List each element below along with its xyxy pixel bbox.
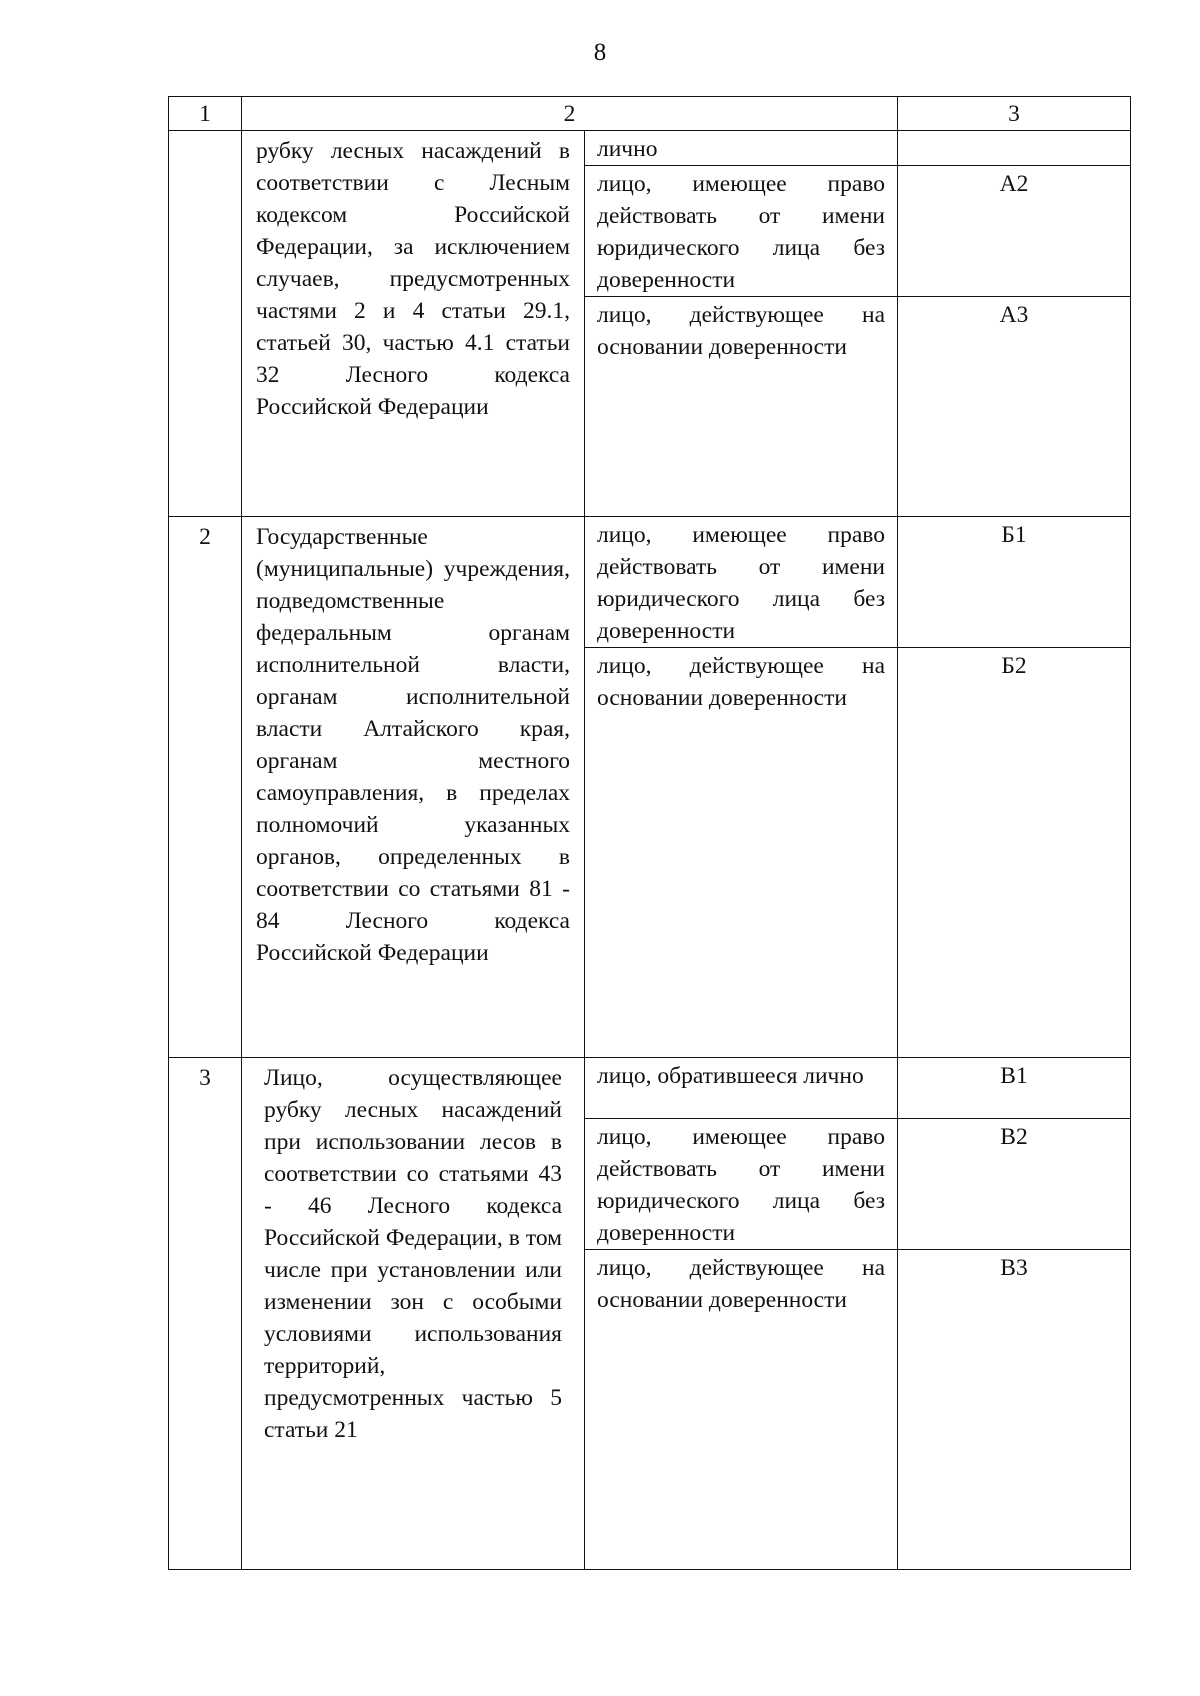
applicant-type: лицо, имеющее право действовать от имени юридического лица без доверенности bbox=[585, 166, 898, 297]
header-col-2: 2 bbox=[242, 97, 898, 131]
table-row bbox=[169, 517, 1131, 648]
applicant-code: Б2 bbox=[898, 648, 1131, 1058]
applicant-code: В3 bbox=[898, 1250, 1131, 1570]
applicant-type: лицо, действующее на основании доверенности bbox=[585, 1250, 898, 1570]
row-number: 2 bbox=[169, 517, 242, 1058]
applicant-type: лицо, имеющее право действовать от имени юридического лица без доверенности bbox=[585, 1119, 898, 1250]
page-number: 8 bbox=[593, 39, 607, 66]
header-col-3: 3 bbox=[898, 97, 1131, 131]
applicant-code bbox=[898, 131, 1131, 166]
applicant-type: лицо, обратившееся лично bbox=[585, 1058, 898, 1119]
applicant-code: А2 bbox=[898, 166, 1131, 297]
applicant-code: В2 bbox=[898, 1119, 1131, 1250]
table-row bbox=[169, 131, 1131, 166]
category-description-text: Лицо, осуществляющее рубку лесных насаждений при использовании лесов в соответствии со статьями 43 - 46 Лесного кодекса Российской Федерации, в том числе при установлении или изменении зон с особыми условиями использования территорий, предусмотренных частью 5 статьи 21 bbox=[264, 1065, 562, 1443]
category-description bbox=[242, 1058, 585, 1570]
row-number: 3 bbox=[169, 1058, 242, 1570]
applicant-type: лицо, имеющее право действовать от имени юридического лица без доверенности bbox=[585, 517, 898, 648]
category-description bbox=[242, 517, 585, 1058]
category-description-text: рубку лесных насаждений в соответствии с Лесным кодексом Российской Федерации, за исключением случаев, предусмотренных частями 2 и 4 статьи 29.1, статьей 30, частью 4.1 статьи 32 Лесного кодекса Российской Федерации bbox=[256, 138, 570, 420]
table-header-row bbox=[169, 97, 1131, 131]
applicant-type: лицо, действующее на основании доверенности bbox=[585, 297, 898, 517]
category-description bbox=[242, 131, 585, 517]
applicant-type: лицо, действующее на основании доверенности bbox=[585, 648, 898, 1058]
category-description-text: Государственные (муниципальные) учреждения, подведомственные федеральным органам исполнительной власти, органам исполнительной власти Алтайского края, органам местного самоуправления, в пределах полномочий указанных органов, определенных в соответствии со статьями 81 - 84 Лесного кодекса Российской Федерации bbox=[256, 524, 570, 966]
applicant-code: В1 bbox=[898, 1058, 1131, 1119]
row-number bbox=[169, 131, 242, 517]
applicant-code: Б1 bbox=[898, 517, 1131, 648]
table-row bbox=[169, 1058, 1131, 1119]
applicants-table bbox=[168, 96, 1131, 1570]
applicant-code: А3 bbox=[898, 297, 1131, 517]
header-col-1: 1 bbox=[169, 97, 242, 131]
applicant-type: лично bbox=[585, 131, 898, 166]
